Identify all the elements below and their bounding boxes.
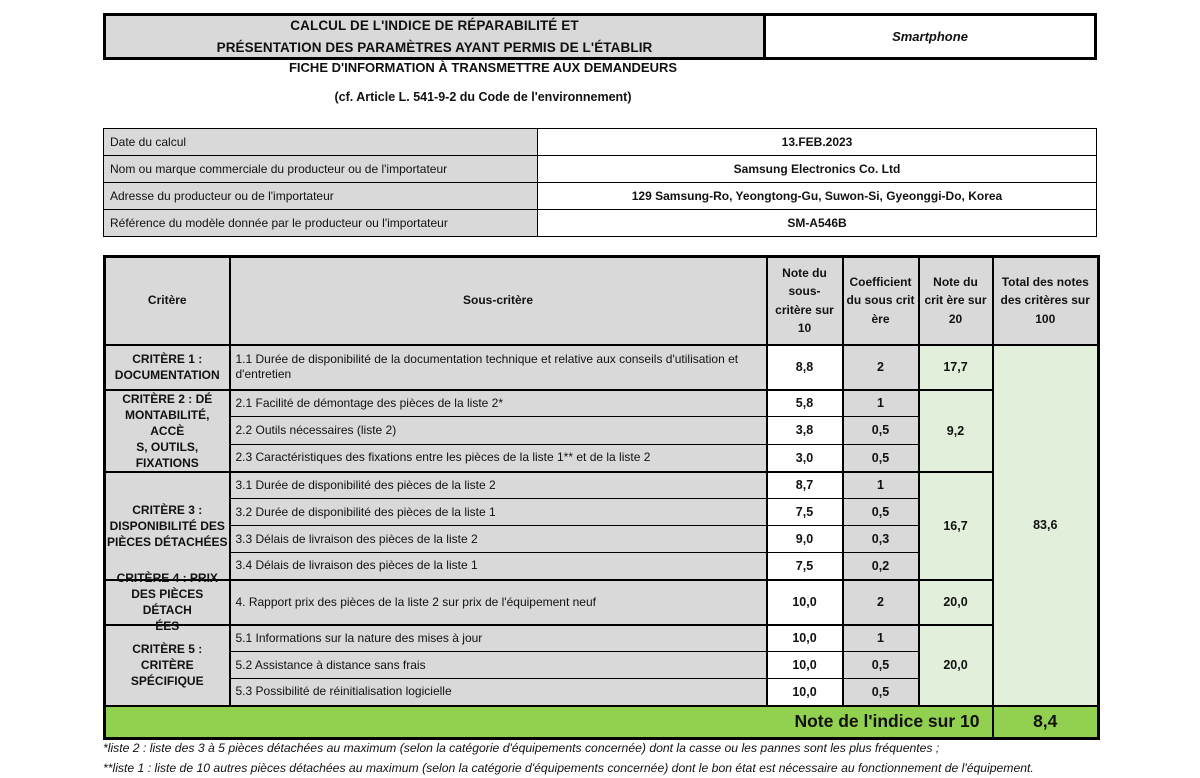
criterion-2-score20: 9,2 bbox=[919, 390, 993, 472]
sub-criterion-label: 3.1 Durée de disponibilité des pièces de la liste 2 bbox=[230, 472, 767, 499]
criterion-3-score20: 16,7 bbox=[919, 472, 993, 580]
col-header-total: Total des notes des critères sur 100 bbox=[993, 257, 1099, 345]
coefficient-value: 0,5 bbox=[843, 417, 919, 444]
sub-criterion-label: 1.1 Durée de disponibilité de la documentation technique et relative aux conseils d'utilisation et d'entretien bbox=[230, 345, 767, 390]
document-title bbox=[106, 16, 763, 57]
table-row bbox=[105, 390, 1099, 417]
product-category-label: Smartphone bbox=[763, 16, 1094, 57]
criterion-3-label: CRITÈRE 3 : DISPONIBILITÉ DES PIÈCES DÉTACHÉES bbox=[105, 472, 230, 580]
info-value: SM-A546B bbox=[538, 210, 1097, 237]
table-row bbox=[104, 183, 1097, 210]
document-title-box bbox=[103, 13, 1097, 60]
criterion-4-score20: 20,0 bbox=[919, 580, 993, 625]
subtitle-line-1: FICHE D'INFORMATION À TRANSMETTRE AUX DEMANDEURS bbox=[288, 60, 678, 75]
sub-score-value: 9,0 bbox=[767, 526, 843, 553]
sub-score-value: 8,7 bbox=[767, 472, 843, 499]
coefficient-value: 0,2 bbox=[843, 553, 919, 580]
sub-criterion-label: 3.3 Délais de livraison des pièces de la liste 2 bbox=[230, 526, 767, 553]
table-row bbox=[105, 580, 1099, 625]
score-table-header-row bbox=[105, 257, 1099, 345]
col-header-coefficient: Coefficient du sous crit ère bbox=[843, 257, 919, 345]
title-line-1: CALCUL DE L'INDICE DE RÉPARABILITÉ ET bbox=[290, 17, 579, 33]
table-row bbox=[105, 472, 1099, 499]
sub-score-value: 3,8 bbox=[767, 417, 843, 444]
col-header-critere: Critère bbox=[105, 257, 230, 345]
footnote-liste-2: *liste 2 : liste des 3 à 5 pièces détachées au maximum (selon la catégorie d'équipements concernée) dont la casse ou les pannes sont les plus fréquentes ; bbox=[103, 741, 940, 755]
criterion-4-label: CRITÈRE 4 : PRIX DES PIÈCES DÉTACH ÉES bbox=[105, 580, 230, 625]
info-value: 129 Samsung-Ro, Yeongtong-Gu, Suwon-Si, Gyeonggi-Do, Korea bbox=[538, 183, 1097, 210]
coefficient-value: 1 bbox=[843, 390, 919, 417]
coefficient-value: 0,5 bbox=[843, 499, 919, 526]
sub-score-value: 10,0 bbox=[767, 625, 843, 652]
sub-criterion-label: 3.2 Durée de disponibilité des pièces de la liste 1 bbox=[230, 499, 767, 526]
sub-criterion-label: 2.3 Caractéristiques des fixations entre les pièces de la liste 1** et de la liste 2 bbox=[230, 444, 767, 471]
coefficient-value: 0,3 bbox=[843, 526, 919, 553]
criterion-1-label: CRITÈRE 1 : DOCUMENTATION bbox=[105, 345, 230, 390]
sub-score-value: 8,8 bbox=[767, 345, 843, 390]
subtitle-line-2: (cf. Article L. 541-9-2 du Code de l'environnement) bbox=[334, 90, 632, 104]
title-line-2: PRÉSENTATION DES PARAMÈTRES AYANT PERMIS DE L'ÉTABLIR bbox=[216, 39, 653, 55]
sub-score-value: 10,0 bbox=[767, 652, 843, 679]
sub-criterion-label: 4. Rapport prix des pièces de la liste 2 sur prix de l'équipement neuf bbox=[230, 580, 767, 625]
col-header-note-critere: Note du crit ère sur 20 bbox=[919, 257, 993, 345]
footnotes bbox=[103, 738, 1113, 778]
producer-info-table bbox=[103, 128, 1097, 237]
table-row bbox=[105, 625, 1099, 652]
sub-criterion-label: 2.1 Facilité de démontage des pièces de la liste 2* bbox=[230, 390, 767, 417]
final-index-value: 8,4 bbox=[993, 706, 1099, 739]
total-score-100: 83,6 bbox=[993, 345, 1099, 706]
info-label: Nom ou marque commerciale du producteur ou de l'importateur bbox=[104, 156, 538, 183]
criterion-1-score20: 17,7 bbox=[919, 345, 993, 390]
coefficient-value: 1 bbox=[843, 625, 919, 652]
coefficient-value: 0,5 bbox=[843, 652, 919, 679]
col-header-note-sous-critere: Note du sous-critère sur 10 bbox=[767, 257, 843, 345]
sub-criterion-label: 2.2 Outils nécessaires (liste 2) bbox=[230, 417, 767, 444]
coefficient-value: 2 bbox=[843, 580, 919, 625]
coefficient-value: 2 bbox=[843, 345, 919, 390]
sub-criterion-label: 5.2 Assistance à distance sans frais bbox=[230, 652, 767, 679]
sub-criterion-label: 3.4 Délais de livraison des pièces de la liste 1 bbox=[230, 553, 767, 580]
info-label: Date du calcul bbox=[104, 129, 538, 156]
final-index-label: Note de l'indice sur 10 bbox=[105, 706, 993, 739]
criterion-2-label: CRITÈRE 2 : DÉ MONTABILITÉ, ACCÈ S, OUTILS, FIXATIONS bbox=[105, 390, 230, 472]
info-value: 13.FEB.2023 bbox=[538, 129, 1097, 156]
score-table bbox=[103, 255, 1100, 740]
criterion-5-score20: 20,0 bbox=[919, 625, 993, 706]
sub-score-value: 7,5 bbox=[767, 499, 843, 526]
col-header-sous-critere: Sous-critère bbox=[230, 257, 767, 345]
sub-score-value: 3,0 bbox=[767, 444, 843, 471]
table-row bbox=[104, 156, 1097, 183]
footnote-liste-1: **liste 1 : liste de 10 autres pièces détachées au maximum (selon la catégorie d'équipements concernée) dont le bon état est nécessaire au fonctionnement de l'équipement. bbox=[103, 761, 1034, 775]
table-row bbox=[104, 129, 1097, 156]
sub-score-value: 5,8 bbox=[767, 390, 843, 417]
coefficient-value: 0,5 bbox=[843, 444, 919, 471]
sub-criterion-label: 5.3 Possibilité de réinitialisation logicielle bbox=[230, 679, 767, 706]
info-value: Samsung Electronics Co. Ltd bbox=[538, 156, 1097, 183]
criterion-5-label: CRITÈRE 5 : CRITÈRE SPÉCIFIQUE bbox=[105, 625, 230, 706]
table-row bbox=[105, 345, 1099, 390]
coefficient-value: 0,5 bbox=[843, 679, 919, 706]
info-label: Adresse du producteur ou de l'importateur bbox=[104, 183, 538, 210]
coefficient-value: 1 bbox=[843, 472, 919, 499]
table-row bbox=[104, 210, 1097, 237]
sub-score-value: 7,5 bbox=[767, 553, 843, 580]
info-label: Référence du modèle donnée par le producteur ou l'importateur bbox=[104, 210, 538, 237]
subtitle-clipped bbox=[103, 60, 863, 78]
sub-criterion-label: 5.1 Informations sur la nature des mises à jour bbox=[230, 625, 767, 652]
sub-score-value: 10,0 bbox=[767, 580, 843, 625]
sub-score-value: 10,0 bbox=[767, 679, 843, 706]
final-index-row bbox=[105, 706, 1099, 739]
